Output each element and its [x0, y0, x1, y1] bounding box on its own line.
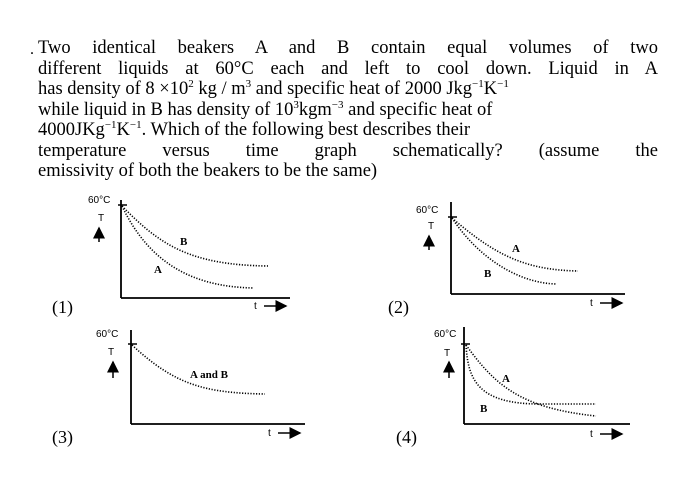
- g2-start-temp: 60°C: [416, 205, 439, 216]
- option-1-label: (1): [52, 297, 73, 317]
- g2-y-label: T: [428, 221, 435, 232]
- question-bullet: .: [30, 41, 34, 58]
- question-line-3: has density of $8 \times 10^2$ kg / $m^3$ and specific heat of 2000 $Jkg^{-1}K^{-1}$: [38, 78, 509, 99]
- g1-y-label: T: [98, 213, 105, 224]
- g4-label-b: B: [480, 403, 488, 415]
- g3-x-label: t: [268, 428, 271, 439]
- question-line-6: temperature versus time graph schematically? (assume the: [38, 140, 658, 161]
- g1-curve-a: [122, 206, 254, 288]
- g1-label-a: A: [154, 264, 162, 276]
- option-2-label: (2): [388, 297, 409, 317]
- graph-option-3: [52, 329, 305, 448]
- g1-curve-b: [122, 206, 268, 266]
- g3-y-label: T: [108, 347, 115, 358]
- g2-x-label: t: [590, 298, 593, 309]
- question-line-5: $4000JKg^{-1}K^{-1}$. Which of the following best describes their: [38, 119, 471, 140]
- g4-start-temp: 60°C: [434, 329, 457, 340]
- g2-curve-b: [452, 218, 556, 284]
- g4-label-a: A: [502, 373, 510, 385]
- question-line-1: Two identical beakers A and B contain equal volumes of two: [38, 38, 658, 58]
- g2-label-a: A: [512, 243, 520, 255]
- g1-x-label: t: [254, 301, 257, 312]
- g1-start-temp: 60°C: [88, 195, 111, 206]
- graph-option-1: [52, 195, 290, 318]
- g1-label-b: B: [180, 236, 188, 248]
- question-line-7: emissivity of both the beakers to be the same): [38, 161, 378, 181]
- question-line-4: while liquid in B has density of $10^3kgm^{-3}$ and specific heat of: [38, 98, 493, 120]
- g4-curve-b: [466, 345, 596, 404]
- g2-label-b: B: [484, 268, 492, 280]
- option-3-label: (3): [52, 427, 73, 447]
- option-4-label: (4): [396, 427, 417, 447]
- graph-option-4: [396, 327, 630, 448]
- g3-label-ab: A and B: [190, 369, 228, 381]
- graph-option-2: [388, 202, 625, 318]
- g4-y-label: T: [444, 348, 451, 359]
- question-line-2: different liquids at 60°C each and left to cool down. Liquid in A: [38, 58, 658, 79]
- g3-start-temp: 60°C: [96, 329, 119, 340]
- g4-x-label: t: [590, 429, 593, 440]
